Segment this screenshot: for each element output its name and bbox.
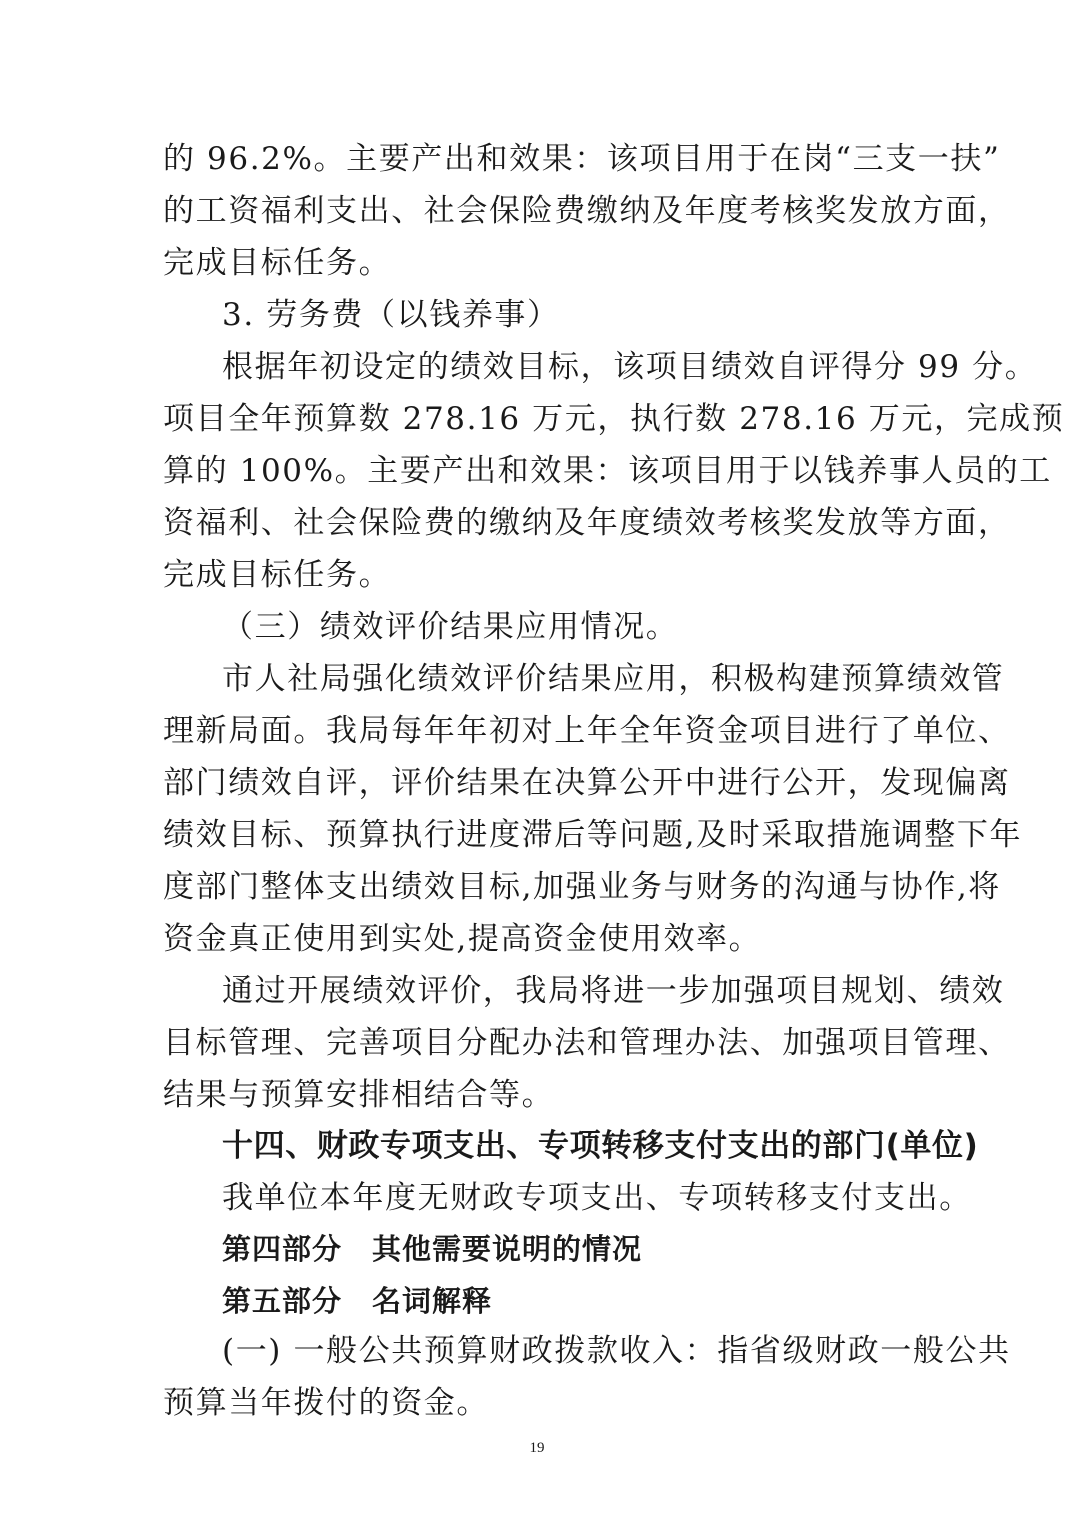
body-line: 我单位本年度无财政专项支出、专项转移支付支出。 [222,1180,972,1216]
body-line: 绩效目标、预算执行进度滞后等问题,及时采取措施调整下年 [163,817,1023,853]
body-line: 算的 100%。主要产出和效果：该项目用于以钱养事人员的工 [163,453,1052,489]
body-line: 根据年初设定的绩效目标，该项目绩效自评得分 99 分。 [222,349,1038,385]
section-heading-fourteen: 十四、财政专项支出、专项转移支付支出的部门(单位) [222,1128,979,1164]
page-number: 19 [529,1440,545,1456]
part-five-heading: 第五部分 名词解释 [222,1284,493,1318]
body-line: 完成目标任务。 [163,245,392,281]
body-line: 的 96.2%。主要产出和效果：该项目用于在岗“三支一扶” [163,141,1001,177]
subheading-evaluation-results: （三）绩效评价结果应用情况。 [222,609,679,645]
body-line: 资福利、社会保险费的缴纳及年度绩效考核奖发放等方面， [163,505,1011,541]
subheading-labor-fee: 3. 劳务费（以钱养事） [222,297,560,333]
body-line: 度部门整体支出绩效目标,加强业务与财务的沟通与协作,将 [163,869,1001,905]
body-line: 通过开展绩效评价，我局将进一步加强项目规划、绩效 [222,973,1005,1009]
body-line: 项目全年预算数 278.16 万元，执行数 278.16 万元，完成预 [163,401,1065,437]
body-line: 完成目标任务。 [163,557,392,593]
body-line: 目标管理、完善项目分配办法和管理办法、加强项目管理、 [163,1025,1011,1061]
body-line: 部门绩效自评，评价结果在决算公开中进行公开，发现偏离 [163,765,1011,801]
body-line: 资金真正使用到实处,提高资金使用效率。 [163,921,762,957]
body-line: 市人社局强化绩效评价结果应用，积极构建预算绩效管 [222,661,1005,697]
part-four-heading: 第四部分 其他需要说明的情况 [222,1232,643,1266]
body-line: 结果与预算安排相结合等。 [163,1077,555,1113]
body-line: 理新局面。我局每年年初对上年全年资金项目进行了单位、 [163,713,1011,749]
body-line: 的工资福利支出、社会保险费缴纳及年度考核奖发放方面， [163,193,1011,229]
body-line: 预算当年拨付的资金。 [163,1385,489,1421]
body-line: (一) 一般公共预算财政拨款收入：指省级财政一般公共 [222,1333,1011,1369]
